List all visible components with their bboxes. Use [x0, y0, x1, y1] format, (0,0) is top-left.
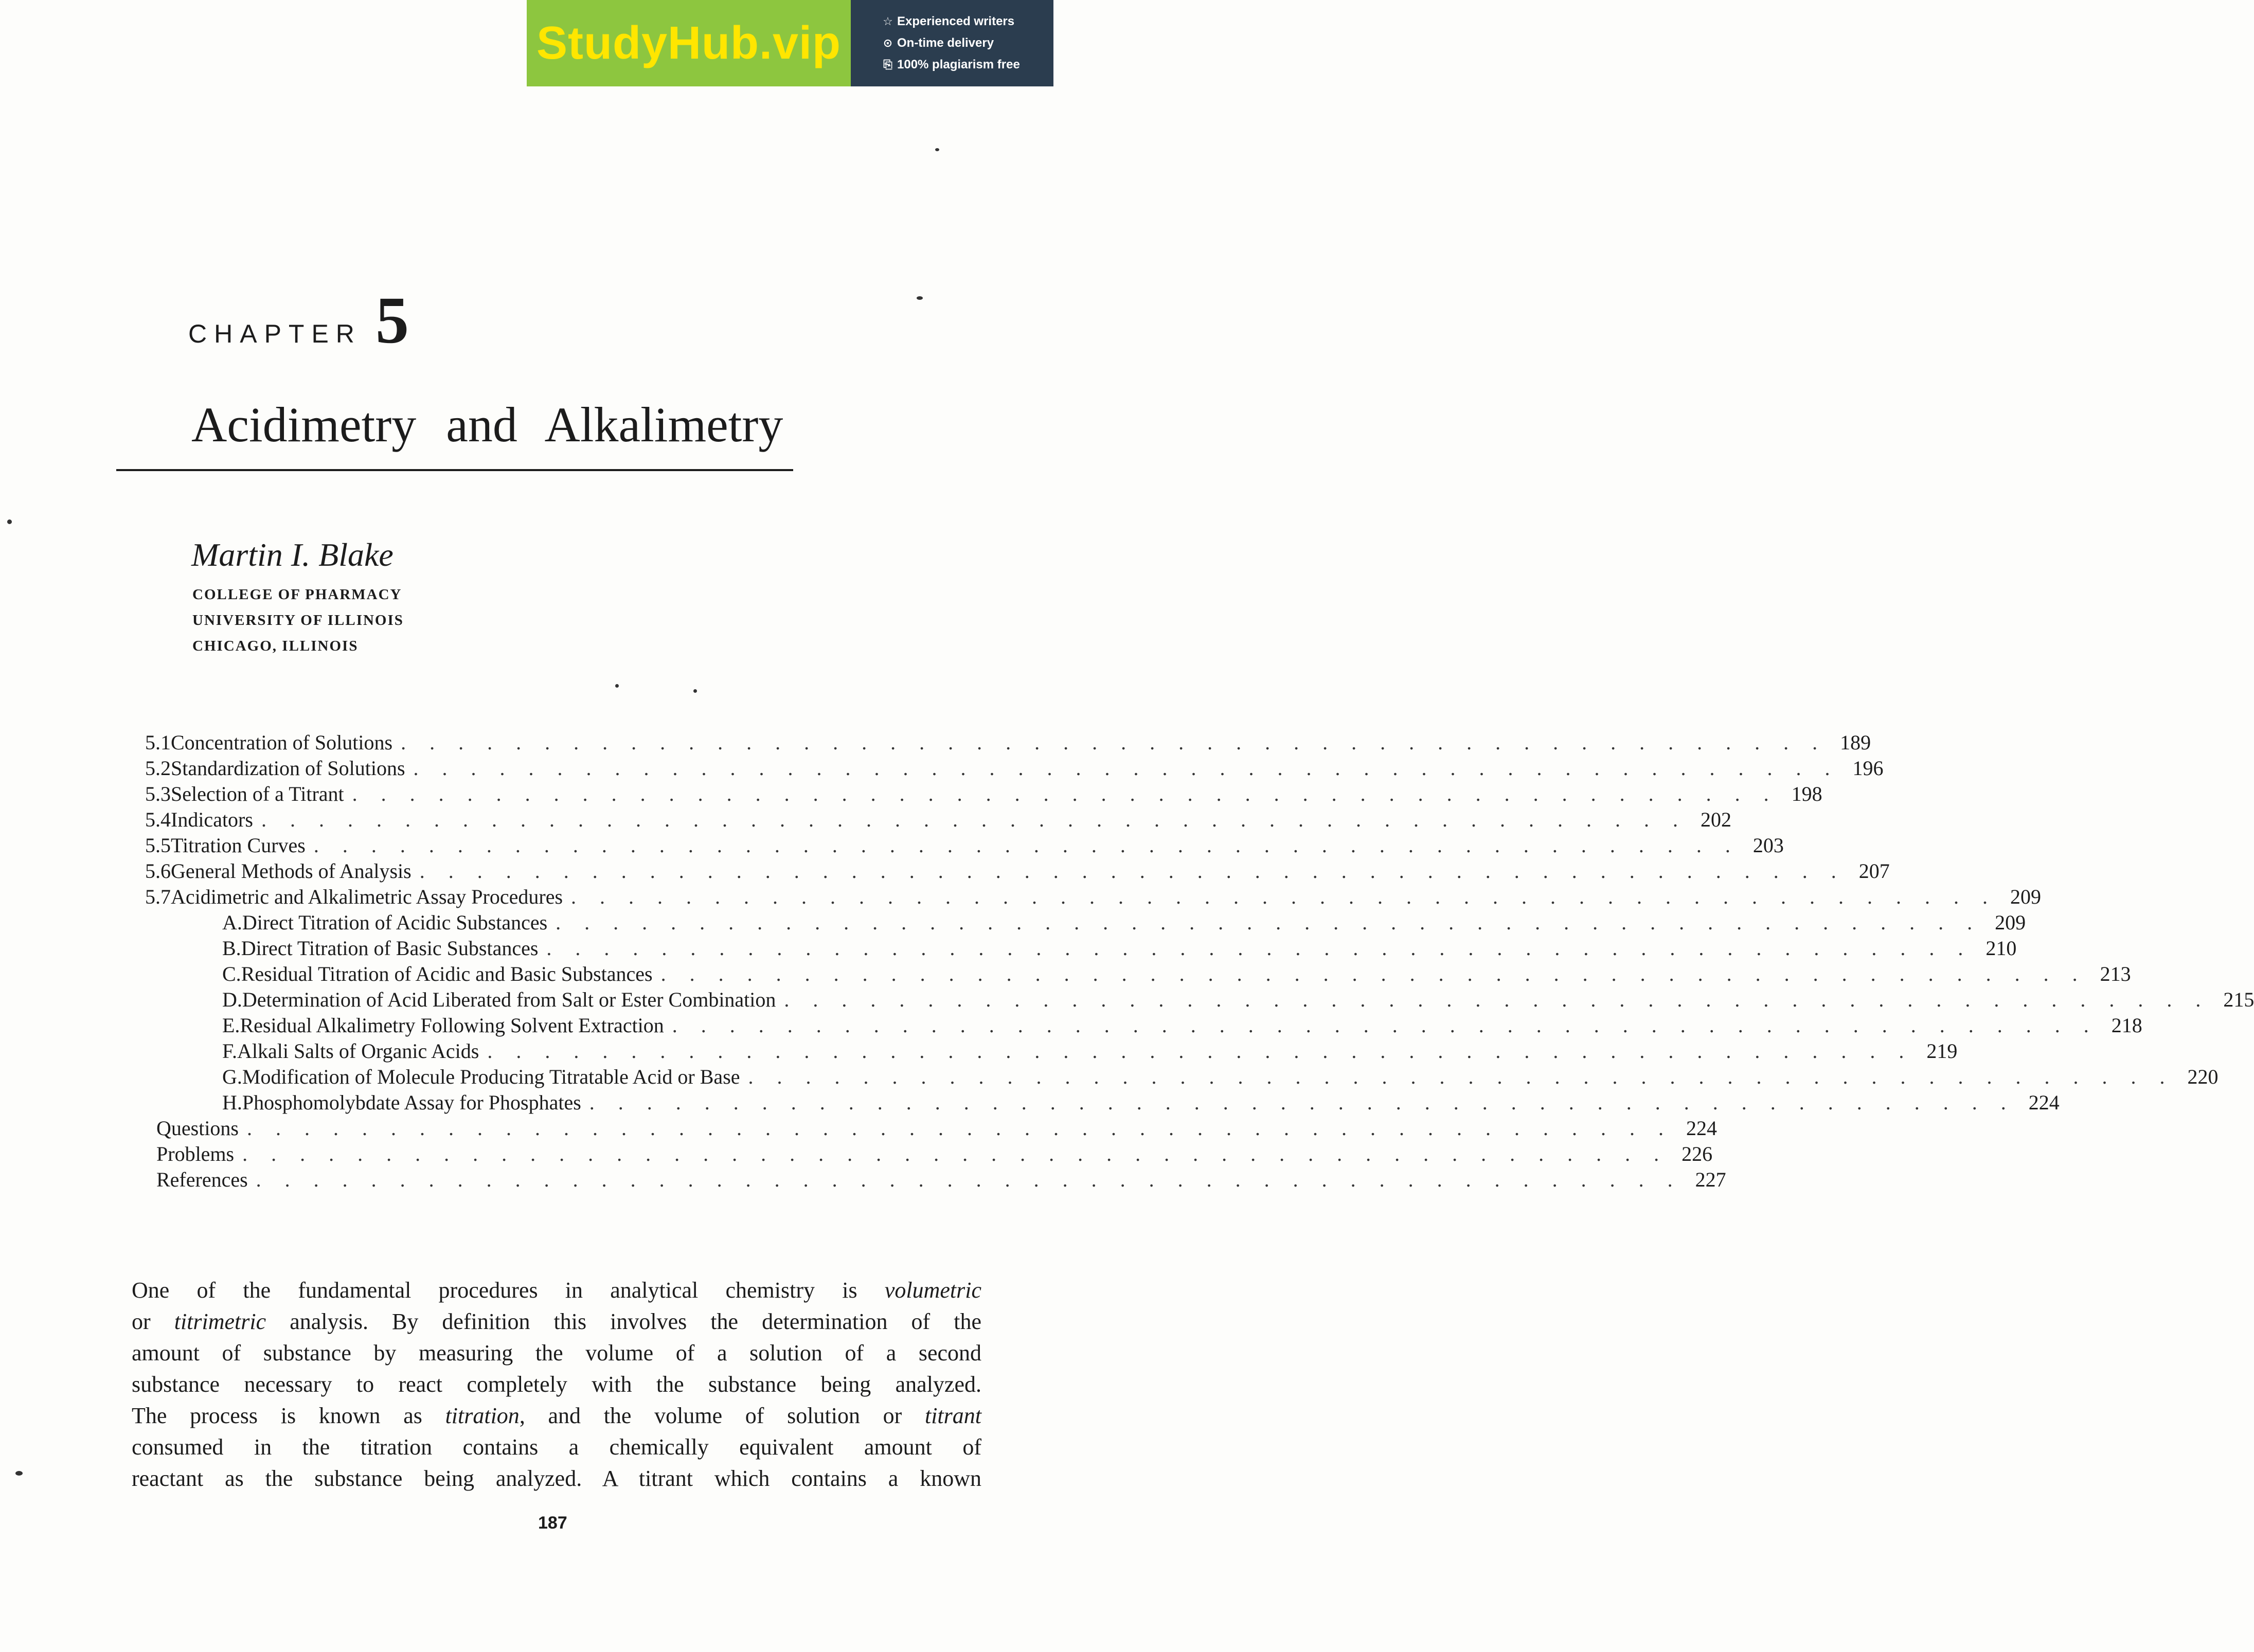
- toc-page-number: 218: [2111, 1014, 2142, 1037]
- toc-leader-dots: . . . . . . . . . . . . . . . . . . . . . . . . . . . . . . . . . . . . . . . . . . . . . . . . . .: [352, 782, 1778, 805]
- toc-entry: [145, 756, 1884, 782]
- toc-entry: [145, 885, 2042, 910]
- toc-title: Phosphomolybdate Assay for Phosphates: [242, 1091, 581, 1114]
- toc-number: 5.7: [145, 885, 171, 908]
- studyhub-logo[interactable]: [527, 0, 851, 86]
- scan-speck: [7, 519, 12, 524]
- toc-title: Direct Titration of Basic Substances: [241, 937, 539, 960]
- body-line: reactant as the substance being analyzed. A titrant which contains a known: [132, 1466, 981, 1491]
- chapter-title: Acidimetry and Alkalimetry: [191, 397, 783, 452]
- toc-entry: [156, 1168, 1726, 1193]
- feature-text: 100% plagiarism free: [897, 58, 1020, 71]
- toc-page-number: 207: [1858, 859, 1890, 883]
- toc-entry: [222, 962, 2131, 987]
- toc-page-number: 203: [1752, 834, 1784, 857]
- toc-title: Modification of Molecule Producing Titratable Acid or Base: [242, 1065, 740, 1088]
- toc-number: 5.2: [145, 757, 171, 780]
- toc-title: Titration Curves: [171, 834, 306, 857]
- scan-speck: [615, 684, 619, 688]
- affiliation-line: COLLEGE OF PHARMACY: [192, 586, 402, 603]
- toc-page-number: 215: [2223, 988, 2254, 1011]
- scan-speck: [917, 296, 923, 300]
- toc-page-number: 219: [1926, 1039, 1958, 1063]
- toc-leader-dots: . . . . . . . . . . . . . . . . . . . . . . . . . . . . . . . . . . . . . . . . . . . . . . . . . .: [401, 731, 1827, 754]
- toc-page-number: 209: [2010, 885, 2042, 908]
- toc-page-number: 227: [1695, 1168, 1726, 1191]
- scan-speck: [935, 148, 939, 151]
- toc-leader-dots: . . . . . . . . . . . . . . . . . . . . . . . . . . . . . . . . . . . . . . . . . . . . . . . . . .: [571, 885, 1997, 908]
- affiliation-line: CHICAGO, ILLINOIS: [192, 638, 359, 654]
- author-name: Martin I. Blake: [191, 536, 393, 573]
- toc-number: D.: [222, 988, 242, 1011]
- toc-entry: [222, 1090, 2060, 1116]
- body-line: consumed in the titration contains a chemically equivalent amount of: [132, 1434, 981, 1460]
- toc-title: References: [156, 1168, 248, 1191]
- body-line: or titrimetric analysis. By definition this involves the determination of the: [132, 1309, 981, 1334]
- toc-entry: [222, 1065, 2219, 1090]
- toc-leader-dots: . . . . . . . . . . . . . . . . . . . . . . . . . . . . . . . . . . . . . . . . . . . . . . . . . .: [784, 988, 2210, 1011]
- toc-number: B.: [222, 937, 241, 960]
- toc-title: Indicators: [171, 808, 253, 831]
- scan-speck: [693, 689, 697, 693]
- toc-title: Acidimetric and Alkalimetric Assay Procedures: [171, 885, 563, 908]
- toc-page-number: 210: [1985, 937, 2017, 960]
- toc-entry: [222, 1039, 1958, 1065]
- toc-title: Determination of Acid Liberated from Salt or Ester Combination: [242, 988, 776, 1011]
- toc-page-number: 224: [2028, 1091, 2060, 1114]
- studyhub-banner[interactable]: [527, 0, 1053, 86]
- toc-leader-dots: . . . . . . . . . . . . . . . . . . . . . . . . . . . . . . . . . . . . . . . . . . . . . . . . . .: [556, 911, 1982, 934]
- toc-page-number: 202: [1700, 808, 1731, 831]
- toc-title: Problems: [156, 1142, 235, 1165]
- toc-leader-dots: . . . . . . . . . . . . . . . . . . . . . . . . . . . . . . . . . . . . . . . . . . . . . . . . . .: [313, 834, 1740, 857]
- toc-entry: [222, 987, 2254, 1013]
- banner-features: [851, 0, 1053, 86]
- toc-number: 5.5: [145, 834, 171, 857]
- toc-page-number: 226: [1681, 1142, 1713, 1165]
- feature-row: [882, 58, 1053, 72]
- toc-number: 5.6: [145, 859, 171, 883]
- toc-number: 5.3: [145, 782, 171, 805]
- toc-number: H.: [222, 1091, 242, 1114]
- toc-leader-dots: . . . . . . . . . . . . . . . . . . . . . . . . . . . . . . . . . . . . . . . . . . . . . . . . . .: [748, 1065, 2174, 1088]
- toc-entry: [156, 1116, 1717, 1142]
- toc-page-number: 189: [1840, 731, 1871, 754]
- toc-page-number: 213: [2100, 962, 2131, 985]
- clock-icon: ⊙: [883, 37, 893, 49]
- body-line: The process is known as titration, and the volume of solution or titrant: [132, 1403, 981, 1428]
- toc-number: G.: [222, 1065, 242, 1088]
- toc-entry: [222, 936, 2017, 962]
- toc-leader-dots: . . . . . . . . . . . . . . . . . . . . . . . . . . . . . . . . . . . . . . . . . . . . . . . . . .: [256, 1168, 1682, 1191]
- toc-leader-dots: . . . . . . . . . . . . . . . . . . . . . . . . . . . . . . . . . . . . . . . . . . . . . . . . . .: [487, 1039, 1913, 1063]
- affiliation-line: UNIVERSITY OF ILLINOIS: [192, 612, 404, 629]
- toc-title: Direct Titration of Acidic Substances: [242, 911, 548, 934]
- toc-entry: [222, 910, 2026, 936]
- toc-leader-dots: . . . . . . . . . . . . . . . . . . . . . . . . . . . . . . . . . . . . . . . . . . . . . . . . . .: [413, 757, 1839, 780]
- toc-page-number: 209: [1995, 911, 2026, 934]
- page-number: 187: [538, 1513, 567, 1533]
- toc-leader-dots: . . . . . . . . . . . . . . . . . . . . . . . . . . . . . . . . . . . . . . . . . . . . . . . . . .: [589, 1091, 2015, 1114]
- copy-icon: ⎘: [883, 58, 892, 71]
- toc-title: Questions: [156, 1117, 239, 1140]
- feature-text: On-time delivery: [897, 36, 994, 50]
- toc-entry: [145, 807, 1731, 833]
- toc-leader-dots: . . . . . . . . . . . . . . . . . . . . . . . . . . . . . . . . . . . . . . . . . . . . . . . . . .: [242, 1142, 1669, 1165]
- toc-page-number: 220: [2187, 1065, 2219, 1088]
- toc-number: F.: [222, 1039, 238, 1063]
- star-icon: ☆: [883, 15, 893, 28]
- title-rule: [116, 469, 793, 471]
- toc-leader-dots: . . . . . . . . . . . . . . . . . . . . . . . . . . . . . . . . . . . . . . . . . . . . . . . . . .: [419, 859, 1846, 883]
- toc-number: 5.4: [145, 808, 171, 831]
- toc-leader-dots: . . . . . . . . . . . . . . . . . . . . . . . . . . . . . . . . . . . . . . . . . . . . . . . . . .: [247, 1117, 1673, 1140]
- toc-title: Residual Titration of Acidic and Basic Substances: [241, 962, 653, 985]
- toc-entry: [145, 833, 1784, 859]
- body-line: substance necessary to react completely with the substance being analyzed.: [132, 1372, 981, 1397]
- toc-entry: [222, 1013, 2142, 1039]
- scan-speck: [15, 1471, 23, 1476]
- toc-entry: [156, 1142, 1713, 1168]
- feature-row: [882, 14, 1053, 29]
- toc-title: Selection of a Titrant: [171, 782, 344, 805]
- toc-title: Standardization of Solutions: [171, 757, 405, 780]
- toc-number: 5.1: [145, 731, 171, 754]
- toc-title: General Methods of Analysis: [171, 859, 412, 883]
- toc-entry: [145, 730, 1871, 756]
- body-paragraph: [132, 1274, 981, 1494]
- toc-leader-dots: . . . . . . . . . . . . . . . . . . . . . . . . . . . . . . . . . . . . . . . . . . . . . . . . . .: [546, 937, 1973, 960]
- toc-leader-dots: . . . . . . . . . . . . . . . . . . . . . . . . . . . . . . . . . . . . . . . . . . . . . . . . . .: [672, 1014, 2098, 1037]
- toc-entry: [145, 859, 1890, 885]
- toc-entry: [145, 782, 1822, 807]
- toc-number: A.: [222, 911, 242, 934]
- toc-number: E.: [222, 1014, 240, 1037]
- toc-leader-dots: . . . . . . . . . . . . . . . . . . . . . . . . . . . . . . . . . . . . . . . . . . . . . . . . . .: [261, 808, 1687, 831]
- toc-page-number: 198: [1791, 782, 1822, 805]
- feature-row: [882, 36, 1053, 50]
- toc-title: Residual Alkalimetry Following Solvent Extraction: [240, 1014, 664, 1037]
- chapter-number: 5: [375, 283, 409, 357]
- body-line: One of the fundamental procedures in analytical chemistry is volumetric: [132, 1278, 981, 1303]
- toc-title: Concentration of Solutions: [171, 731, 393, 754]
- feature-text: Experienced writers: [897, 14, 1015, 28]
- body-line: amount of substance by measuring the volume of a solution of a second: [132, 1340, 981, 1366]
- toc-leader-dots: . . . . . . . . . . . . . . . . . . . . . . . . . . . . . . . . . . . . . . . . . . . . . . . . . .: [660, 962, 2087, 985]
- toc-page-number: 196: [1852, 757, 1884, 780]
- logo-text: StudyHub.vip: [536, 17, 841, 69]
- toc-page-number: 224: [1686, 1117, 1717, 1140]
- chapter-label: CHAPTER: [188, 319, 362, 348]
- toc-number: C.: [222, 962, 241, 985]
- toc-title: Alkali Salts of Organic Acids: [237, 1039, 479, 1063]
